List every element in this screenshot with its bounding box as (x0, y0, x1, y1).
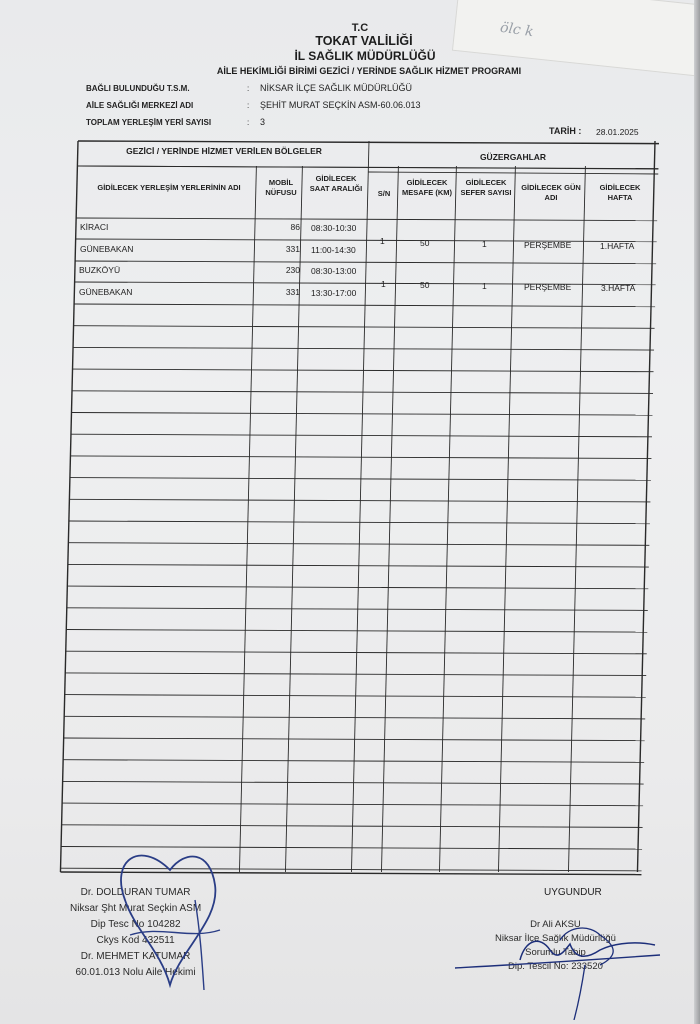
grid-col-line (239, 166, 256, 872)
row2-time: 11:00-14:30 (311, 245, 356, 255)
route1-day: PERŞEMBE (524, 240, 572, 250)
route2-trips: 1 (482, 281, 487, 291)
stamp-left-line2: Niksar Şht Murat Seçkin ASM (70, 903, 202, 914)
stamp-left-line6: 60.01.013 Nolu Aile Hekimi (75, 967, 196, 978)
route2-day: PERŞEMBE (524, 282, 572, 292)
header-valilik: TOKAT VALİLİĞİ (315, 34, 413, 48)
stamp-right-line4: Dip. Tescil No: 233520 (508, 961, 603, 972)
route2-distance: 50 (420, 280, 430, 290)
grid-col-line (568, 166, 585, 872)
route2-week: 3.HAFTA (601, 283, 636, 293)
col-header-trips: GİDİLECEK SEFER SAYISI (460, 178, 512, 197)
route1-sn: 1 (380, 236, 385, 246)
stamp-left-line5: Dr. MEHMET KATUMAR (80, 951, 191, 962)
row2-population: 331 (285, 244, 300, 254)
header-group-regions: GEZİCİ / YERİNDE HİZMET VERİLEN BÖLGELER (126, 146, 322, 156)
stamp-left-line4: Ckys Kod 432511 (96, 935, 175, 946)
asm-label: AİLE SAĞLIĞI MERKEZİ ADI (86, 101, 194, 110)
route2-sn: 1 (381, 279, 386, 289)
route1-distance: 50 (420, 238, 430, 248)
col-header-week: GİDİLECEK HAFTA (599, 183, 641, 202)
asm-value: ŞEHİT MURAT SEÇKİN ASM-60.06.013 (260, 100, 421, 110)
col-header-settlement: GİDİLECEK YERLEŞİM YERLERİNİN ADI (97, 183, 241, 192)
route1-week: 1.HAFTA (600, 241, 635, 251)
grid-col-line (381, 166, 398, 872)
grid-col-line (637, 141, 655, 872)
header-tc: T.C (351, 22, 369, 34)
row3-settlement: BUZKÖYÜ (79, 265, 121, 275)
row1-settlement: KİRACI (80, 222, 109, 232)
grid-col-line (60, 141, 78, 872)
tsm-sep: : (247, 84, 250, 93)
grid-col-line (498, 166, 515, 872)
count-sep: : (247, 118, 250, 127)
col-header-time: GİDİLECEK SAAT ARALIĞI (309, 174, 363, 193)
stamp-left-line3: Dip Tesc No 104282 (90, 919, 181, 930)
tsm-value: NİKSAR İLÇE SAĞLIK MÜDÜRLÜĞÜ (260, 83, 413, 93)
count-value: 3 (260, 117, 266, 127)
row1-population: 86 (290, 222, 300, 232)
note-scribble: ölc k (499, 19, 535, 41)
stamp-right-line2: Niksar İlçe Sağlık Müdürlüğü (495, 933, 616, 944)
signature-left-scribble (100, 840, 240, 1000)
row4-settlement: GÜNEBAKAN (79, 287, 133, 297)
header-group-routes: GÜZERGAHLAR (479, 152, 547, 162)
grid-col-line (439, 166, 456, 872)
row2-settlement: GÜNEBAKAN (80, 244, 134, 254)
col-header-population: MOBİL NÜFUSU (265, 178, 297, 197)
signature-right-scribble (450, 920, 670, 1020)
stamp-right-line1: Dr Ali AKSU (530, 919, 581, 930)
date-value: 28.01.2025 (596, 127, 639, 137)
tsm-label: BAĞLI BULUNDUĞU T.S.M. (86, 84, 190, 93)
route1-trips: 1 (482, 239, 487, 249)
row3-population: 230 (285, 265, 300, 275)
header-program-title: AİLE HEKİMLİĞİ BİRİMİ GEZİCİ / YERİNDE SAĞLIK HİZMET PROGRAMI (216, 66, 522, 76)
row1-time: 08:30-10:30 (311, 223, 357, 233)
row4-population: 331 (285, 287, 300, 297)
approval-label: UYGUNDUR (544, 887, 602, 898)
date-label: TARİH : (549, 126, 582, 136)
col-header-distance: GİDİLECEK MESAFE (KM) (402, 178, 452, 197)
count-label: TOPLAM YERLEŞİM YERİ SAYISI (86, 118, 212, 127)
row3-time: 08:30-13:00 (311, 266, 357, 276)
stamp-left-line1: Dr. DOLDURAN TUMAR (80, 887, 191, 898)
col-header-day: GİDİLECEK GÜN ADI (521, 183, 581, 202)
header-mudurluk: İL SAĞLIK MÜDÜRLÜĞÜ (294, 49, 436, 63)
row4-time: 13:30-17:00 (311, 288, 357, 298)
stamp-right-line3: Sorumlu Tabip (525, 947, 586, 958)
grid-route-divider (368, 172, 658, 174)
col-header-sn: S/N (377, 189, 391, 198)
asm-sep: : (247, 101, 250, 110)
